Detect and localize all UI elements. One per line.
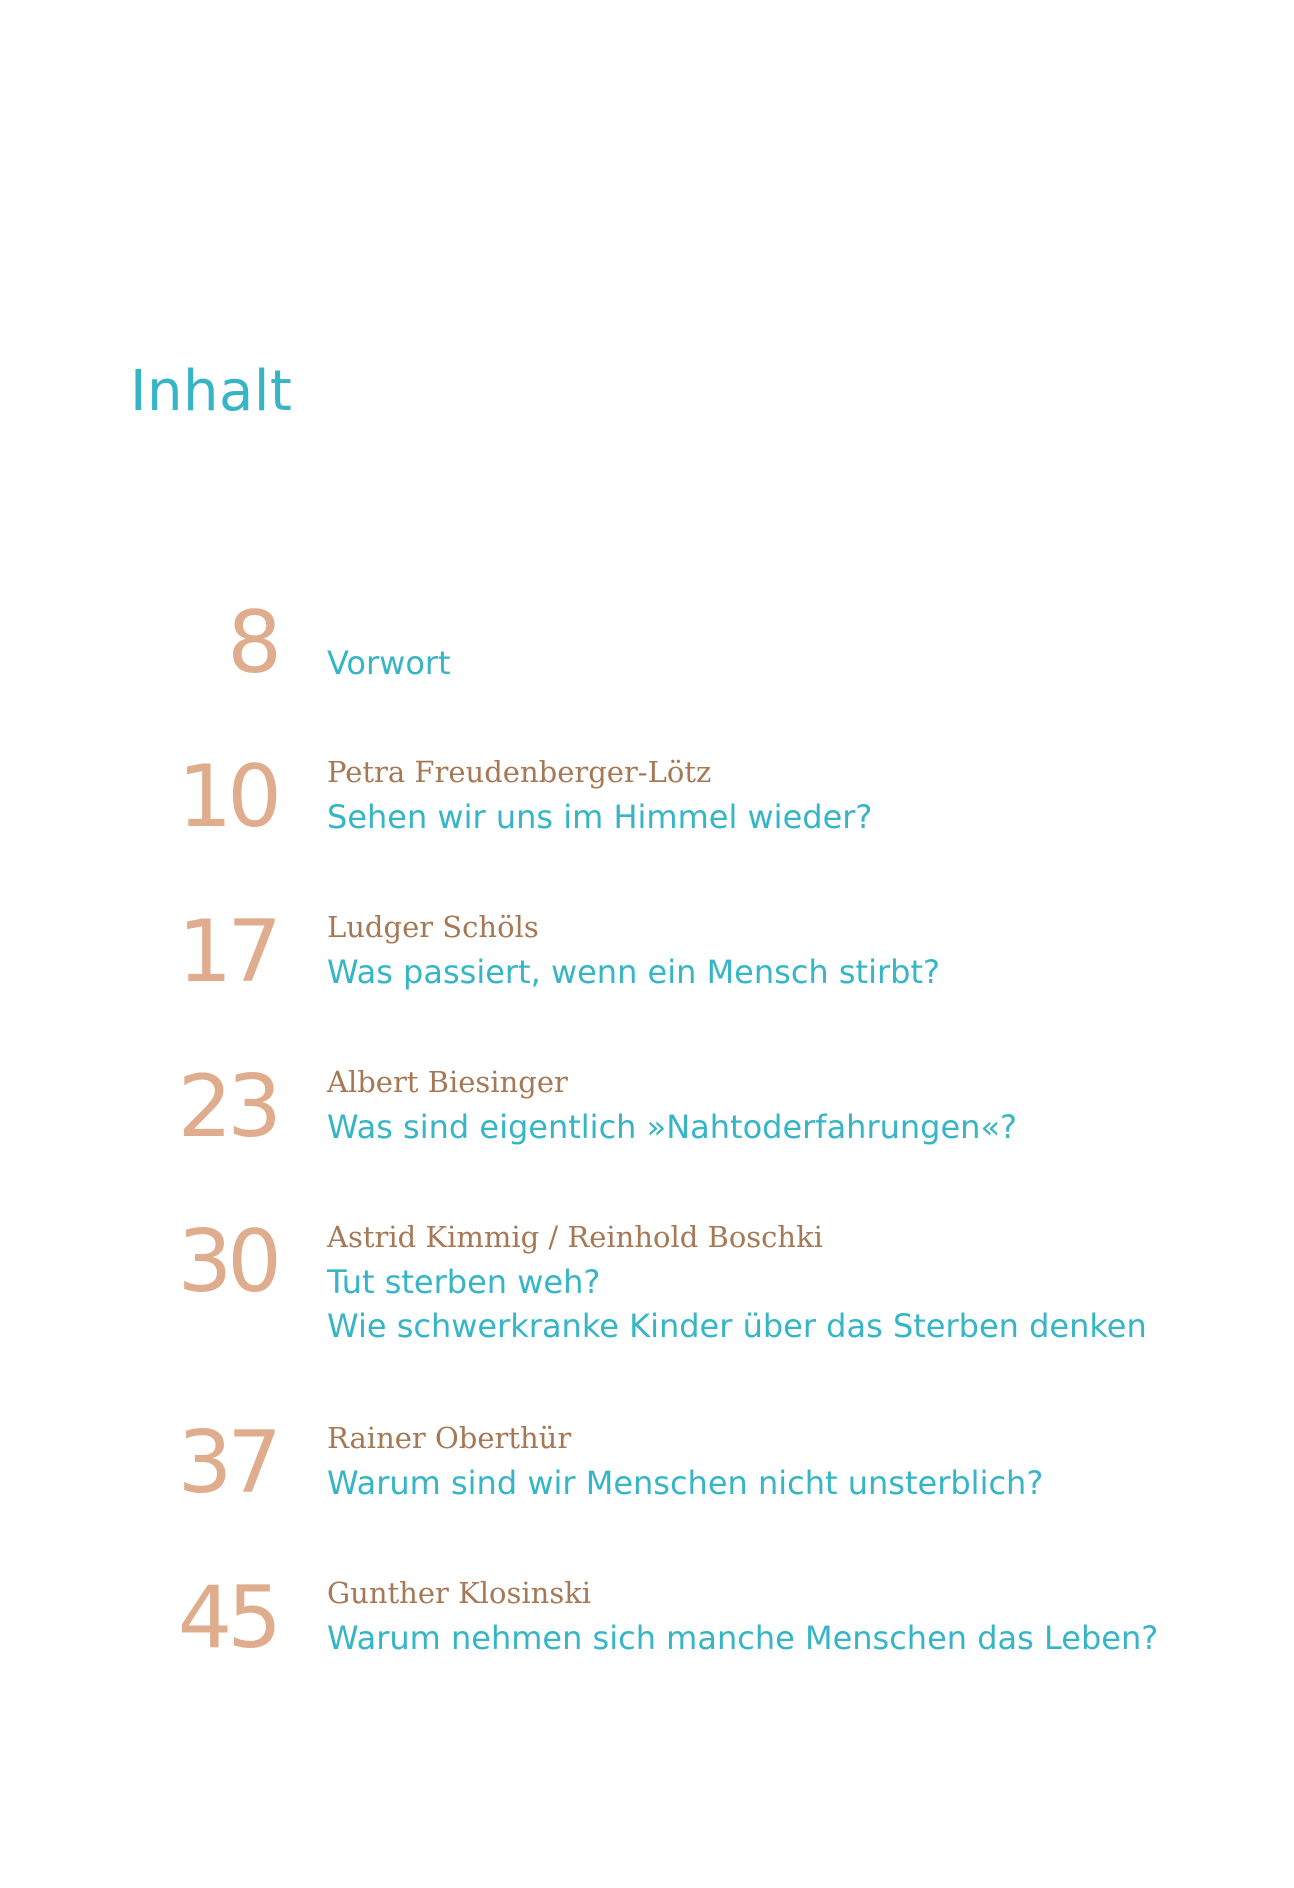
toc-page-number: 30 bbox=[177, 1212, 277, 1312]
toc-title: Sehen wir uns im Himmel wieder? bbox=[327, 798, 873, 836]
toc-title: Was sind eigentlich »Nahtoderfahrungen«? bbox=[327, 1108, 1018, 1146]
toc-title: Warum nehmen sich manche Menschen das Leben? bbox=[327, 1619, 1159, 1657]
toc-author: Ludger Schöls bbox=[327, 910, 539, 944]
page-title: Inhalt bbox=[130, 359, 293, 424]
toc-author: Gunther Klosinski bbox=[327, 1576, 592, 1610]
toc-page-number: 17 bbox=[177, 902, 277, 1002]
toc-subtitle: Wie schwerkranke Kinder über das Sterben denken bbox=[327, 1307, 1147, 1345]
toc-author: Rainer Oberthür bbox=[327, 1421, 572, 1455]
toc-page-number: 37 bbox=[177, 1413, 277, 1513]
toc-page-number: 23 bbox=[177, 1057, 277, 1157]
toc-page-number: 8 bbox=[227, 593, 277, 693]
toc-page-number: 45 bbox=[177, 1568, 277, 1668]
toc-title: Vorwort bbox=[327, 644, 451, 682]
toc-title: Tut sterben weh? bbox=[327, 1263, 601, 1301]
toc-author: Astrid Kimmig / Reinhold Boschki bbox=[327, 1220, 823, 1254]
toc-page-number: 10 bbox=[177, 747, 277, 847]
toc-author: Petra Freudenberger-Lötz bbox=[327, 755, 712, 789]
toc-title: Warum sind wir Menschen nicht unsterblich? bbox=[327, 1464, 1044, 1502]
toc-title: Was passiert, wenn ein Mensch stirbt? bbox=[327, 953, 940, 991]
toc-author: Albert Biesinger bbox=[327, 1065, 568, 1099]
